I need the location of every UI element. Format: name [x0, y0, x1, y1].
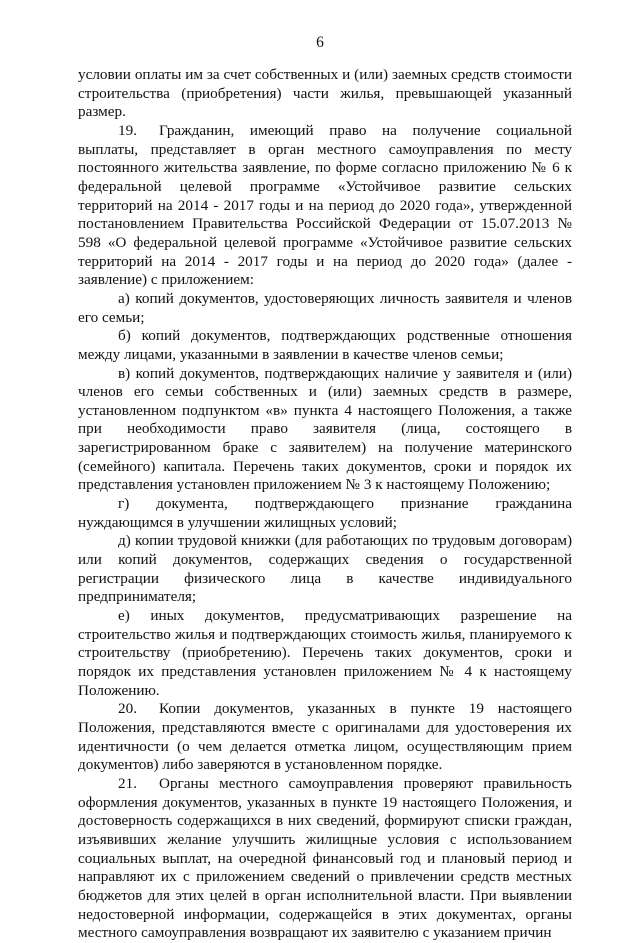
- clause-19-item-v: в) копий документов, подтверждающих наличие у заявителя и (или) членов его семьи собственных и (или) заемных средств в размере, установленном подпунктом «в» пункта 4 настоящего Положения, а также при необходимости право заявителя (лица, состоящего в зарегистрированном браке с заявителем) на получение материнского (семейного) капитала. Перечень таких документов, сроки и порядок их представления установлен приложением № 3 к настоящему Положению;: [78, 364, 572, 494]
- clause-19: [78, 122, 572, 290]
- clause-19-item-e: е) иных документов, предусматривающих разрешение на строительство жилья и подтверждающих стоимость жилья, планируемого к строительству (приобретению). Перечень таких документов, сроки и порядок их представления установлен приложением № 4 к настоящему Положению.: [78, 607, 572, 699]
- clause-19-item-a: а) копий документов, удостоверяющих личность заявителя и членов его семьи;: [78, 289, 572, 326]
- page-number: 6: [316, 34, 324, 51]
- clause-20-text: Копии документов, указанных в пункте 19 настоящего Положения, представляются вместе с оригиналами для удостоверения их идентичности (о чем делается отметка лицом, осуществляющим прием документов) либо заверяются в установленном порядке.: [78, 700, 572, 774]
- clause-19-item-g: г) документа, подтверждающего признание гражданина нуждающимся в улучшении жилищных условий;: [78, 495, 572, 531]
- clause-21-text: Органы местного самоуправления проверяют правильность оформления документов, указанных в пункте 19 настоящего Положения, и достоверность содержащихся в них сведений, формируют списки граждан, изъявивших желание улучшить жилищные условия с использованием социальных выплат, на очередной финансовый год и плановый период и направляют их с приложением сведений о привлечении средств местных бюджетов для этих целей в орган исполнительной власти. При выявлении недостоверной информации, содержащейся в этих документах, органы местного самоуправления возвращают их заявителю с указанием причин: [78, 774, 572, 942]
- clause-19-number: 19.: [118, 121, 137, 139]
- clause-19-item-d: д) копии трудовой книжки (для работающих по трудовым договорам) или копий документов, содержащих сведения о государственной регистрации физического лица в качестве индивидуального предпринимателя;: [78, 532, 572, 606]
- clause-19-text: Гражданин, имеющий право на получение социальной выплаты, представляет в орган местного самоуправления по месту постоянного жительства заявление, по форме согласно приложению № 6 к федеральной целевой программе «Устойчивое развитие сельских территорий на 2014 - 2017 годы и на период до 2020 года», утвержденной постановлением Правительства Российской Федерации от 15.07.2013 № 598 «О федеральной целевой программе «Устойчивое развитие сельских территорий на 2014 - 2017 годы и на период до 2020 года» (далее - заявление) с приложением:: [78, 121, 572, 289]
- clause-20-number: 20.: [118, 700, 137, 718]
- document-body: [78, 66, 572, 943]
- clause-19-item-b: б) копий документов, подтверждающих родственные отношения между лицами, указанными в заявлении в качестве членов семьи;: [78, 327, 572, 363]
- continuation-paragraph: условии оплаты им за счет собственных и (или) заемных средств стоимости строительства (приобретения) части жилья, превышающей указанный размер.: [78, 66, 572, 121]
- clause-21: [78, 775, 572, 943]
- clause-21-number: 21.: [118, 774, 137, 792]
- clause-20: [78, 700, 572, 775]
